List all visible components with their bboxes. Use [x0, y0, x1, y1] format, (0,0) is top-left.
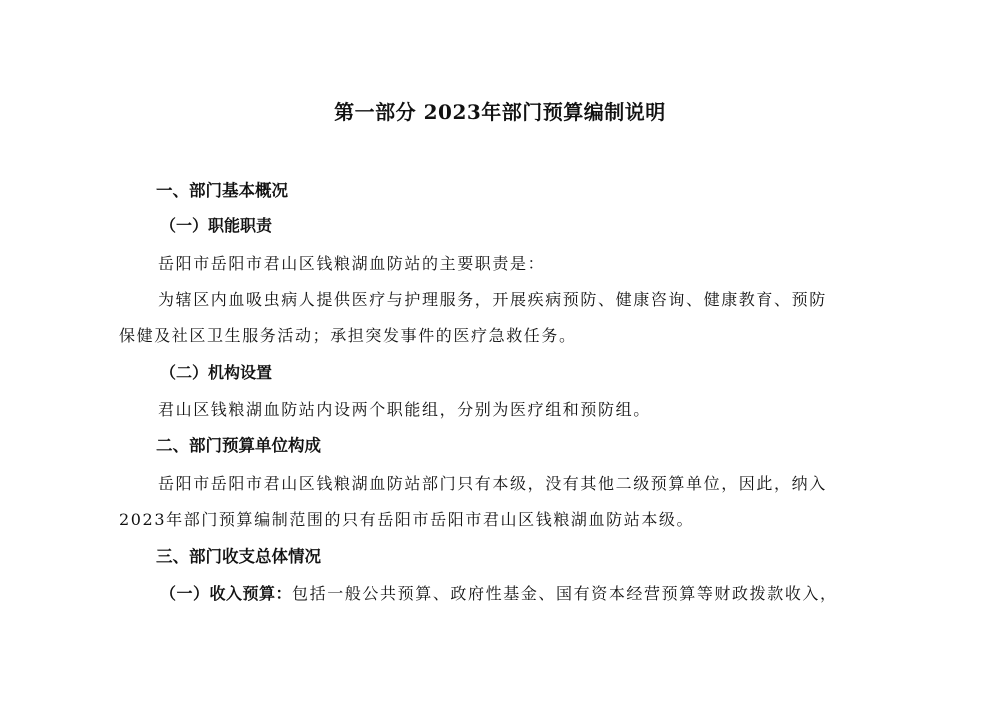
paragraph-duties-line-1: 为辖区内血吸虫病人提供医疗与护理服务，开展疾病预防、健康咨询、健康教育、预防 [158, 290, 827, 309]
paragraph-units-line-2: 2023年部门预算编制范围的只有岳阳市岳阳市君山区钱粮湖血防站本级。 [119, 510, 695, 529]
subsection-1-2-heading: （二）机构设置 [160, 363, 273, 382]
paragraph-organization: 君山区钱粮湖血防站内设两个职能组，分别为医疗组和预防组。 [158, 400, 651, 419]
paragraph-duties-intro: 岳阳市岳阳市君山区钱粮湖血防站的主要职责是： [158, 254, 546, 273]
section-3-heading: 三、部门收支总体情况 [156, 547, 321, 566]
income-budget-label: （一）收入预算： [160, 584, 293, 603]
section-2-heading: 二、部门预算单位构成 [156, 436, 321, 455]
income-budget-text: 包括一般公共预算、政府性基金、国有资本经营预算等财政拨款收入， [292, 584, 838, 603]
section-1-heading: 一、部门基本概况 [156, 181, 288, 200]
page-title: 第一部分 2023年部门预算编制说明 [334, 100, 666, 124]
paragraph-duties-line-2: 保健及社区卫生服务活动；承担突发事件的医疗急救任务。 [119, 326, 577, 345]
paragraph-income-budget [160, 584, 838, 604]
paragraph-units-line-1: 岳阳市岳阳市君山区钱粮湖血防站部门只有本级，没有其他二级预算单位，因此，纳入 [158, 474, 827, 493]
subsection-1-1-heading: （一）职能职责 [160, 216, 273, 235]
